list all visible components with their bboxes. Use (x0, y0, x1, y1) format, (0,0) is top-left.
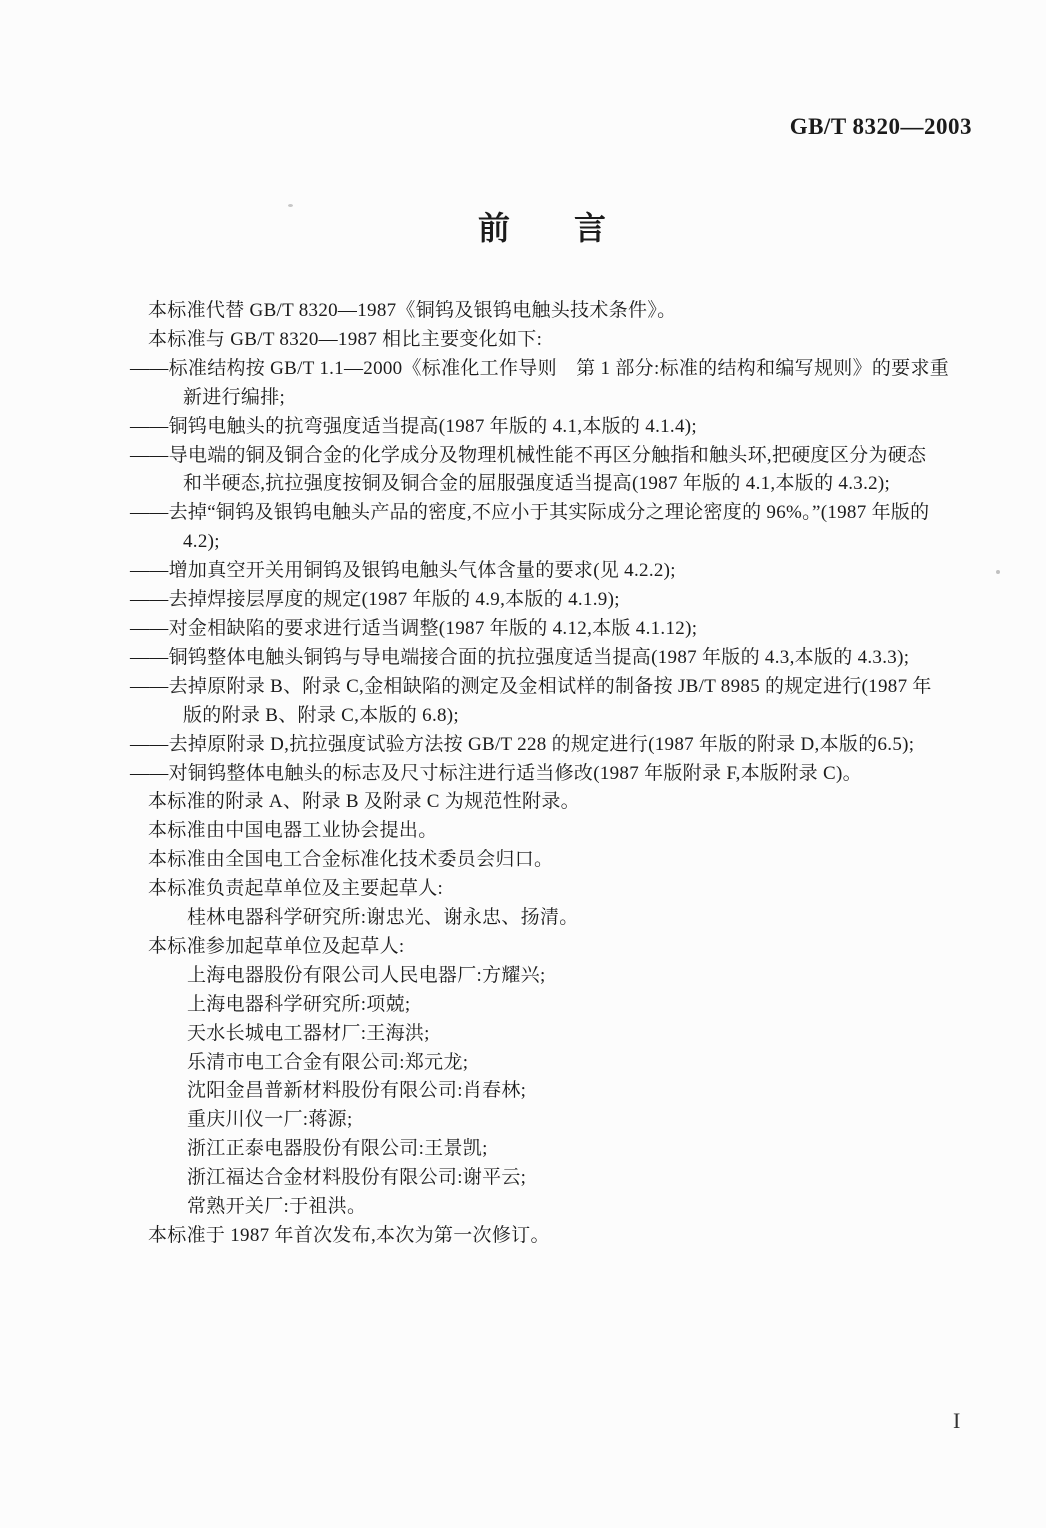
foreword-body (130, 297, 992, 1251)
text-line: ——铜钨整体电触头铜钨与导电端接合面的抗拉强度适当提高(1987 年版的 4.3,本版的 4.3.3); (130, 646, 910, 668)
text-line: 乐清市电工合金有限公司:郑元龙; (187, 1051, 469, 1073)
text-line: 本标准与 GB/T 8320—1987 相比主要变化如下: (148, 328, 543, 350)
text-line: 桂林电器科学研究所:谢忠光、谢永忠、扬清。 (187, 907, 579, 929)
text-line: 本标准由中国电器工业协会提出。 (148, 820, 438, 842)
text-line: ——增加真空开关用铜钨及银钨电触头气体含量的要求(见 4.2.2); (130, 560, 676, 582)
text-line: 本标准于 1987 年首次发布,本次为第一次修订。 (148, 1225, 550, 1246)
text-line: 常熟开关厂:于祖洪。 (187, 1196, 367, 1218)
text-line: ——导电端的铜及铜合金的化学成分及物理机械性能不再区分触指和触头环,把硬度区分为硬态 (130, 444, 927, 466)
text-line: ——去掉原附录 B、附录 C,金相缺陷的测定及金相试样的制备按 JB/T 8985 的规定进行(1987 年 (130, 675, 932, 697)
text-line: 上海电器股份有限公司人民电器厂:方耀兴; (187, 964, 546, 986)
text-line: ——去掉焊接层厚度的规定(1987 年版的 4.9,本版的 4.1.9); (130, 589, 620, 611)
text-line: 本标准的附录 A、附录 B 及附录 C 为规范性附录。 (148, 791, 580, 813)
title-char-second: 言 (574, 210, 607, 246)
scan-speck (996, 570, 1000, 574)
text-line: 新进行编排; (183, 386, 286, 408)
text-line: 和半硬态,抗拉强度按铜及铜合金的屈服强度适当提高(1987 年版的 4.1,本版的 4.3.2); (183, 473, 891, 495)
text-line: 浙江福达合金材料股份有限公司:谢平云; (187, 1167, 527, 1189)
text-line: 本标准由全国电工合金标准化技术委员会归口。 (148, 849, 554, 871)
text-line: ——标准结构按 GB/T 1.1—2000《标准化工作导则 第 1 部分:标准的结构和编写规则》的要求重 (130, 357, 950, 379)
text-line: 本标准负责起草单位及主要起草人: (148, 878, 444, 900)
text-line: 重庆川仪一厂:蒋源; (187, 1109, 353, 1131)
text-line: ——去掉原附录 D,抗拉强度试验方法按 GB/T 228 的规定进行(1987 年版的附录 D,本版的6.5); (130, 733, 915, 755)
page-number: I (953, 1408, 961, 1433)
title-char-first: 前 (478, 210, 511, 246)
scan-speck (288, 204, 293, 207)
text-line: 版的附录 B、附录 C,本版的 6.8); (183, 704, 460, 726)
text-line: 4.2); (183, 531, 220, 553)
text-line: 天水长城电工器材厂:王海洪; (187, 1022, 430, 1044)
text-line: ——对铜钨整体电触头的标志及尺寸标注进行适当修改(1987 年版附录 F,本版附录 C)。 (130, 762, 862, 784)
standard-number: GB/T 8320—2003 (789, 114, 972, 139)
text-line: 沈阳金昌普新材料股份有限公司:肖春林; (187, 1080, 527, 1102)
text-line: ——铜钨电触头的抗弯强度适当提高(1987 年版的 4.1,本版的 4.1.4); (130, 415, 697, 437)
text-line: 本标准参加起草单位及起草人: (148, 935, 405, 957)
text-line: ——对金相缺陷的要求进行适当调整(1987 年版的 4.12,本版 4.1.12); (130, 617, 698, 639)
text-line: 浙江正泰电器股份有限公司:王景凯; (187, 1138, 488, 1160)
text-line: ——去掉“铜钨及银钨电触头产品的密度,不应小于其实际成分之理论密度的 96%。”(1987 年版的 (130, 502, 930, 524)
page-title (478, 203, 606, 249)
text-line: 本标准代替 GB/T 8320—1987《铜钨及银钨电触头技术条件》。 (148, 300, 677, 321)
text-line: 上海电器科学研究所:项兢; (187, 993, 411, 1015)
